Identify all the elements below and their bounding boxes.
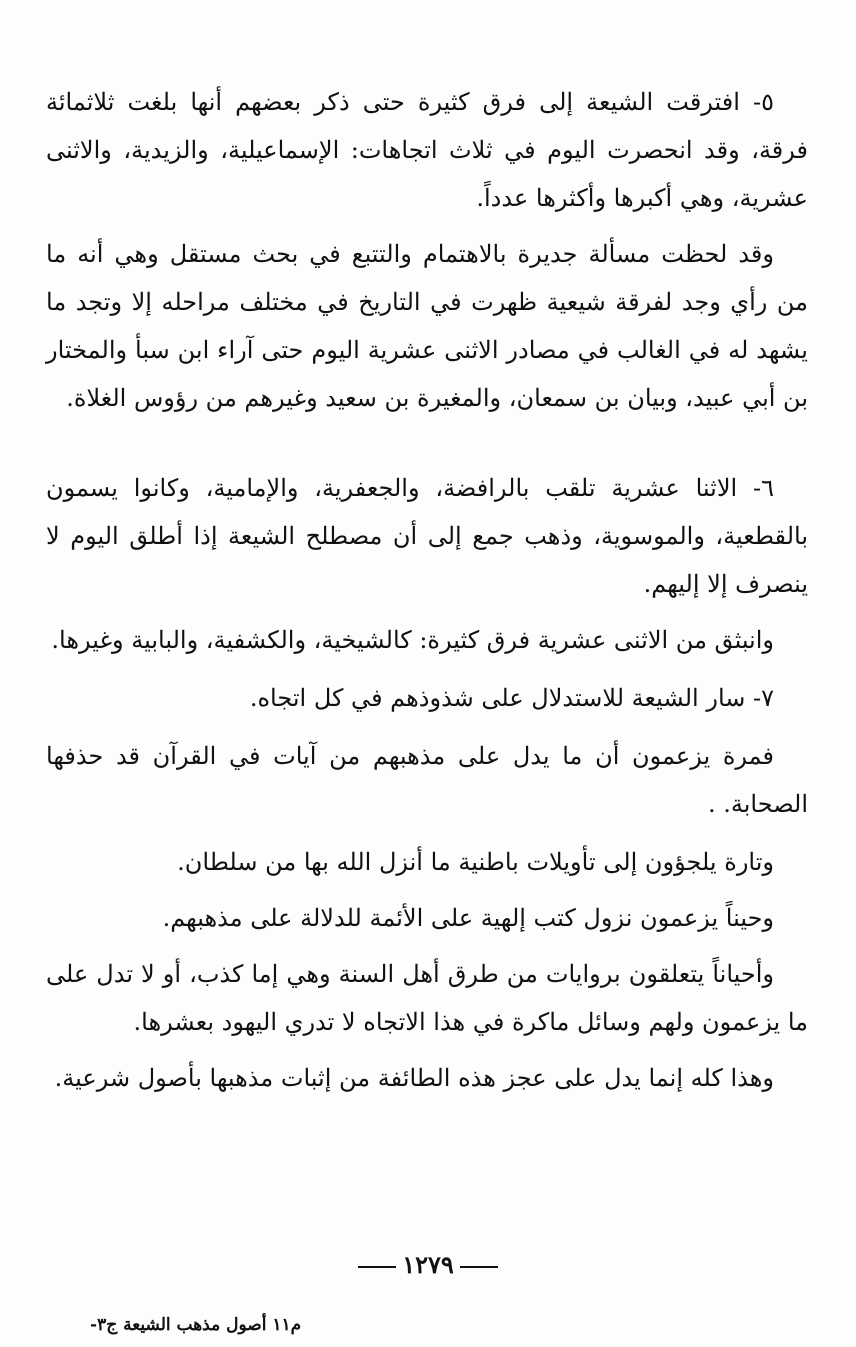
signature-mark: م١١ أصول مذهب الشيعة ج٣-	[90, 1315, 302, 1335]
page-number-dash-right	[460, 1266, 498, 1268]
paragraph-deletion-claim: فمرة يزعمون أن ما يدل على مذهبهم من آيات في القرآن قد حذفها الصحابة. .	[46, 742, 808, 818]
paragraph-divine-books: وحيناً يزعمون نزول كتب إلهية على الأئمة للدلالة على مذهبهم.	[162, 904, 774, 932]
paragraph-observation: وقد لحظت مسألة جديرة بالاهتمام والتتبع في بحث مستقل وهي أنه ما من رأي وجد لفرقة شيعية ظهرت في التاريخ في مختلف مراحله إلا وتجد ما يشهد له في الغالب في مصادر الاثنى عشرية اليوم حتى آراء ابن سبأ والمختار بن أبي عبيد، وبيان بن سمعان، والمغيرة بن سعيد وغيرهم من رؤوس الغلاة.	[46, 240, 808, 412]
paragraph-conclusion: وهذا كله إنما يدل على عجز هذه الطائفة من إثبات مذهبها بأصول شرعية.	[54, 1064, 774, 1092]
body-text	[46, 78, 808, 1102]
paragraph-narrations: وأحياناً يتعلقون بروايات من طرق أهل السنة وهي إما كذب، أو لا تدل على ما يزعمون ولهم وسائل ماكرة في هذا الاتجاه لا تدري اليهود بعشرها.	[46, 960, 808, 1036]
paragraph-esoteric: وتارة يلجؤون إلى تأويلات باطنية ما أنزل الله بها من سلطان.	[177, 848, 774, 876]
page-number	[0, 1250, 856, 1279]
page-number-value: ١٢٧٩	[402, 1250, 454, 1279]
paragraph-offshoots: وانبثق من الاثنى عشرية فرق كثيرة: كالشيخية، والكشفية، والبابية وغيرها.	[51, 626, 774, 654]
paragraph-5: ٥- افترقت الشيعة إلى فرق كثيرة حتى ذكر بعضهم أنها بلغت ثلاثمائة فرقة، وقد انحصرت اليوم في ثلاث اتجاهات: الإسماعيلية، والزيدية، والاثنى عشرية، وهي أكبرها وأكثرها عدداً.	[46, 88, 808, 212]
page-number-dash-left	[358, 1266, 396, 1268]
paragraph-7: ٧- سار الشيعة للاستدلال على شذوذهم في كل اتجاه.	[249, 684, 774, 712]
paragraph-6: ٦- الاثنا عشرية تلقب بالرافضة، والجعفرية، والإمامية، وكانوا يسمون بالقطعية، والموسوية، وذهب جمع إلى أن مصطلح الشيعة إذا أطلق اليوم لا ينصرف إلا إليهم.	[46, 474, 808, 598]
